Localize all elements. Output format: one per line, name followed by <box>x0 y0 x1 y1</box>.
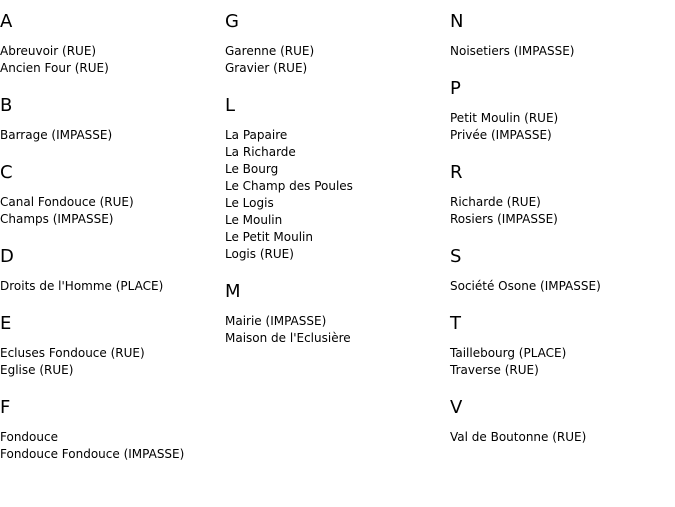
letter-group-f <box>0 397 225 463</box>
group-letter: M <box>225 281 241 302</box>
group-letter: S <box>450 246 462 267</box>
group-letter: B <box>0 95 13 116</box>
group-letter: C <box>0 162 13 183</box>
street-entry[interactable]: Le Bourg <box>225 162 279 176</box>
street-entry[interactable]: Le Logis <box>225 196 274 210</box>
street-entry[interactable]: Eglise (RUE) <box>0 363 74 377</box>
street-entry[interactable]: Le Petit Moulin <box>225 230 313 244</box>
letter-group-m <box>225 281 450 347</box>
street-entry[interactable]: Abreuvoir (RUE) <box>0 44 97 58</box>
letter-group-a <box>0 11 225 77</box>
letter-group-s <box>450 246 675 295</box>
street-list <box>0 429 225 463</box>
street-list <box>225 127 450 263</box>
street-entry[interactable]: Maison de l'Eclusière <box>225 331 351 345</box>
street-index-column <box>225 0 450 347</box>
street-entry[interactable]: Traverse (RUE) <box>450 363 539 377</box>
street-list <box>225 43 450 77</box>
street-entry[interactable]: Rosiers (IMPASSE) <box>450 212 558 226</box>
group-letter: V <box>450 397 463 418</box>
group-letter: A <box>0 11 13 32</box>
street-entry[interactable]: La Richarde <box>225 145 296 159</box>
street-entry[interactable]: Fondouce <box>0 430 58 444</box>
street-list <box>0 345 225 379</box>
letter-group-p <box>450 78 675 144</box>
street-entry[interactable]: Mairie (IMPASSE) <box>225 314 327 328</box>
group-letter: T <box>450 313 461 334</box>
street-entry[interactable]: Barrage (IMPASSE) <box>0 128 113 142</box>
street-entry[interactable]: Société Osone (IMPASSE) <box>450 279 601 293</box>
street-list <box>0 194 225 228</box>
letter-group-t <box>450 313 675 379</box>
group-letter: G <box>225 11 239 32</box>
street-entry[interactable]: Val de Boutonne (RUE) <box>450 430 587 444</box>
street-list <box>450 278 675 295</box>
street-entry[interactable]: Champs (IMPASSE) <box>0 212 114 226</box>
street-entry[interactable]: La Papaire <box>225 128 288 142</box>
letter-group-g <box>225 11 450 77</box>
group-letter: R <box>450 162 463 183</box>
letter-group-l <box>225 95 450 263</box>
street-list <box>450 429 675 446</box>
letter-group-d <box>0 246 225 295</box>
street-list <box>0 127 225 144</box>
letter-group-r <box>450 162 675 228</box>
street-list <box>450 345 675 379</box>
group-letter: D <box>0 246 14 267</box>
street-entry[interactable]: Gravier (RUE) <box>225 61 308 75</box>
street-entry[interactable]: Richarde (RUE) <box>450 195 541 209</box>
street-entry[interactable]: Ancien Four (RUE) <box>0 61 109 75</box>
street-entry[interactable]: Le Champ des Poules <box>225 179 353 193</box>
letter-group-n <box>450 11 675 60</box>
street-list <box>450 110 675 144</box>
street-list <box>450 194 675 228</box>
street-entry[interactable]: Garenne (RUE) <box>225 44 315 58</box>
street-list <box>0 278 225 295</box>
letter-group-v <box>450 397 675 446</box>
street-list <box>0 43 225 77</box>
street-list <box>225 313 450 347</box>
street-entry[interactable]: Logis (RUE) <box>225 247 294 261</box>
street-index-column <box>450 0 675 446</box>
street-entry[interactable]: Privée (IMPASSE) <box>450 128 552 142</box>
street-entry[interactable]: Fondouce Fondouce (IMPASSE) <box>0 447 185 461</box>
street-entry[interactable]: Petit Moulin (RUE) <box>450 111 559 125</box>
street-entry[interactable]: Le Moulin <box>225 213 283 227</box>
group-letter: L <box>225 95 236 116</box>
group-letter: E <box>0 313 12 334</box>
street-list <box>450 43 675 60</box>
street-entry[interactable]: Canal Fondouce (RUE) <box>0 195 134 209</box>
street-index-column <box>0 0 225 463</box>
group-letter: P <box>450 78 461 99</box>
letter-group-c <box>0 162 225 228</box>
group-letter: F <box>0 397 11 418</box>
street-entry[interactable]: Droits de l'Homme (PLACE) <box>0 279 164 293</box>
letter-group-e <box>0 313 225 379</box>
group-letter: N <box>450 11 464 32</box>
street-entry[interactable]: Taillebourg (PLACE) <box>450 346 567 360</box>
street-entry[interactable]: Ecluses Fondouce (RUE) <box>0 346 145 360</box>
letter-group-b <box>0 95 225 144</box>
street-entry[interactable]: Noisetiers (IMPASSE) <box>450 44 575 58</box>
